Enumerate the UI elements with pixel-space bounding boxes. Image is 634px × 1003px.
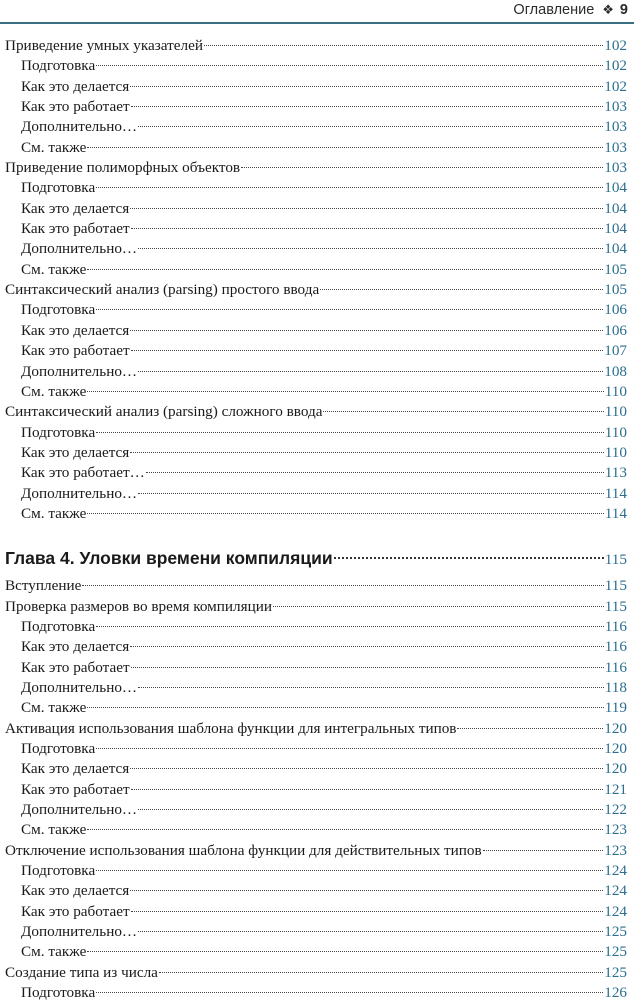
- toc-entry-page: 103: [604, 118, 627, 136]
- toc-entry-page: 120: [604, 740, 627, 757]
- dot-leader: [87, 268, 603, 270]
- toc-entry-title: Дополнительно…: [21, 484, 138, 502]
- dot-leader: [131, 666, 604, 668]
- toc-entry-page: 125: [604, 943, 627, 961]
- toc-entry-sub[interactable]: [5, 423, 627, 443]
- toc-entry-page: 108: [604, 362, 627, 380]
- dot-leader: [130, 451, 604, 453]
- header-text: [513, 2, 628, 18]
- toc-entry-section[interactable]: [5, 841, 627, 861]
- dot-leader: [96, 869, 603, 871]
- running-header: [0, 0, 634, 22]
- toc-entry-title: Как это делается: [21, 882, 130, 900]
- toc-entry-section[interactable]: [5, 280, 627, 300]
- dot-leader: [146, 471, 604, 473]
- toc-entry-chapter[interactable]: [5, 542, 627, 574]
- toc-entry-page: 124: [604, 902, 627, 920]
- toc-entry-page: 110: [604, 382, 627, 400]
- toc-entry-sub[interactable]: [5, 617, 627, 637]
- toc-entry-section[interactable]: [5, 597, 627, 617]
- toc-entry-title: Как это делается: [21, 760, 130, 778]
- toc-entry-sub[interactable]: [5, 820, 627, 840]
- toc-entry-section[interactable]: [5, 576, 627, 596]
- toc-entry-title: Как это работает: [21, 902, 130, 920]
- toc-entry-page: 126: [604, 984, 627, 1002]
- toc-entry-title: Дополнительно…: [21, 240, 138, 258]
- toc-entry-page: 104: [604, 220, 627, 238]
- toc-entry-page: 125: [604, 923, 627, 941]
- dot-leader: [87, 146, 603, 148]
- dot-leader: [87, 390, 603, 392]
- toc-entry-title: Синтаксический анализ (parsing) сложного ввода: [5, 403, 323, 421]
- toc-entry-page: 124: [604, 862, 627, 880]
- toc-entry-page: 115: [604, 551, 627, 569]
- toc-entry-title: Синтаксический анализ (parsing) простого ввода: [5, 281, 320, 299]
- toc-entry-page: 103: [604, 159, 627, 177]
- toc-entry-sub[interactable]: [5, 983, 627, 1003]
- toc-entry-page: 104: [604, 199, 627, 217]
- toc-entry-page: 102: [604, 77, 627, 95]
- toc-entry-page: 105: [604, 260, 627, 278]
- dot-leader: [96, 431, 604, 433]
- page-number: 9: [619, 2, 628, 18]
- toc-entry-sub[interactable]: [5, 678, 627, 698]
- toc-entry-title: Как это работает: [21, 98, 130, 116]
- toc-entry-sub[interactable]: [5, 178, 627, 198]
- toc-entry-sub[interactable]: [5, 300, 627, 320]
- toc-entry-title: См. также: [21, 699, 87, 717]
- dot-leader: [138, 370, 603, 372]
- toc-entry-page: 110: [604, 443, 627, 461]
- toc-entry-page: 125: [604, 963, 627, 981]
- toc-entry-title: Как это делается: [21, 321, 130, 339]
- toc-entry-section[interactable]: [5, 719, 627, 739]
- toc-entry-page: 102: [604, 37, 627, 54]
- dot-leader: [87, 950, 603, 952]
- toc-entry-title: Приведение умных указателей: [5, 37, 203, 54]
- toc-entry-sub[interactable]: [5, 199, 627, 219]
- toc-entry-sub[interactable]: [5, 219, 627, 239]
- toc-entry-sub[interactable]: [5, 260, 627, 280]
- toc-entry-page: 116: [604, 638, 627, 656]
- toc-entry-sub[interactable]: [5, 759, 627, 779]
- dot-leader: [130, 85, 603, 87]
- toc-entry-title: Подготовка: [21, 179, 96, 197]
- toc-entry-title: См. также: [21, 138, 87, 156]
- toc-entry-page: 123: [604, 821, 627, 839]
- toc-entry-sub[interactable]: [5, 902, 627, 922]
- toc-entry-title: Как это делается: [21, 77, 130, 95]
- toc-entry-title: Подготовка: [21, 862, 96, 880]
- toc-entry-sub[interactable]: [5, 861, 627, 881]
- toc-entry-title: Дополнительно…: [21, 923, 138, 941]
- toc-entry-sub[interactable]: [5, 942, 627, 962]
- toc-entry-title: Приведение полиморфных объектов: [5, 159, 241, 177]
- toc-entry-title: Создание типа из числа: [5, 963, 158, 981]
- toc-entry-page: 121: [604, 780, 627, 798]
- dot-leader: [159, 971, 603, 973]
- toc-entry-sub[interactable]: [5, 443, 627, 463]
- toc-entry-title: Дополнительно…: [21, 362, 138, 380]
- table-of-contents: [5, 36, 627, 1003]
- toc-entry-title: Подготовка: [21, 423, 96, 441]
- toc-entry-title: См. также: [21, 504, 87, 522]
- toc-entry-title: Как это работает: [21, 220, 130, 238]
- toc-entry-sub[interactable]: [5, 780, 627, 800]
- toc-entry-page: 104: [604, 240, 627, 258]
- toc-entry-title: Активация использования шаблона функции для интегральных типов: [5, 719, 457, 737]
- toc-entry-title: Как это делается: [21, 199, 130, 217]
- toc-entry-title: Проверка размеров во время компиляции: [5, 597, 272, 615]
- toc-entry-sub[interactable]: [5, 321, 627, 341]
- toc-entry-sub[interactable]: [5, 698, 627, 718]
- toc-entry-page: 115: [604, 577, 627, 595]
- toc-entry-section[interactable]: [5, 963, 627, 983]
- dot-leader: [130, 329, 603, 331]
- header-section-title: Оглавление: [513, 2, 595, 18]
- toc-entry-section[interactable]: [5, 158, 627, 178]
- toc-entry-title: Глава 4. Уловки времени компиляции: [5, 548, 333, 569]
- toc-entry-sub[interactable]: [5, 484, 627, 504]
- dot-leader: [138, 247, 603, 249]
- toc-entry-page: 120: [604, 719, 627, 737]
- toc-entry-title: Подготовка: [21, 57, 96, 75]
- dot-leader: [82, 584, 603, 586]
- toc-entry-sub[interactable]: [5, 382, 627, 402]
- toc-entry-sub[interactable]: [5, 922, 627, 942]
- toc-entry-page: 123: [604, 841, 627, 859]
- toc-entry-page: 122: [604, 801, 627, 819]
- toc-entry-title: Как это работает: [21, 658, 130, 676]
- dot-leader: [138, 930, 603, 932]
- toc-entry-page: 110: [604, 423, 627, 441]
- dot-leader: [96, 625, 604, 627]
- toc-entry-page: 106: [604, 301, 627, 319]
- toc-entry-sub[interactable]: [5, 97, 627, 117]
- dot-leader: [96, 991, 603, 993]
- toc-entry-page: 107: [604, 342, 627, 360]
- toc-entry-title: Как это делается: [21, 638, 130, 656]
- toc-entry-sub[interactable]: [5, 77, 627, 97]
- toc-entry-title: Подготовка: [21, 301, 96, 319]
- toc-entry-sub[interactable]: [5, 463, 627, 483]
- dot-leader: [96, 308, 603, 310]
- toc-entry-sub[interactable]: [5, 881, 627, 901]
- dot-leader: [130, 889, 603, 891]
- toc-entry-sub[interactable]: [5, 362, 627, 382]
- toc-entry-title: См. также: [21, 821, 87, 839]
- toc-entry-sub[interactable]: [5, 504, 627, 524]
- toc-entry-page: 118: [604, 678, 627, 696]
- dot-leader: [457, 727, 603, 729]
- toc-entry-title: Как это делается: [21, 443, 130, 461]
- dot-leader: [131, 227, 604, 229]
- dot-leader: [320, 288, 603, 290]
- toc-entry-page: 114: [604, 484, 627, 502]
- toc-entry-page: 105: [604, 281, 627, 299]
- dot-leader: [483, 849, 604, 851]
- toc-entry-page: 110: [604, 403, 627, 421]
- toc-entry-sub[interactable]: [5, 56, 627, 76]
- toc-entry-page: 124: [604, 882, 627, 900]
- toc-entry-section[interactable]: [5, 36, 627, 56]
- dot-leader: [131, 910, 604, 912]
- toc-entry-title: Отключение использования шаблона функции для действительных типов: [5, 841, 482, 859]
- toc-entry-page: 103: [604, 98, 627, 116]
- toc-entry-sub[interactable]: [5, 800, 627, 820]
- diamond-ornament-icon: ❖: [602, 2, 614, 17]
- toc-entry-title: Как это работает: [21, 342, 130, 360]
- toc-entry-page: 102: [604, 57, 627, 75]
- header-rule: [0, 22, 634, 24]
- dot-leader: [273, 605, 604, 607]
- dot-leader: [131, 105, 604, 107]
- toc-entry-page: 120: [604, 760, 627, 778]
- toc-entry-sub[interactable]: [5, 138, 627, 158]
- toc-entry-title: Дополнительно…: [21, 801, 138, 819]
- toc-entry-title: Дополнительно…: [21, 678, 138, 696]
- toc-entry-section[interactable]: [5, 402, 627, 422]
- dot-leader: [87, 706, 603, 708]
- dot-leader: [130, 767, 603, 769]
- dot-leader: [241, 166, 603, 168]
- dot-leader: [130, 645, 604, 647]
- dot-leader: [96, 64, 603, 66]
- dot-leader: [138, 686, 604, 688]
- toc-entry-page: 116: [604, 617, 627, 635]
- dot-leader: [138, 125, 603, 127]
- toc-entry-sub[interactable]: [5, 658, 627, 678]
- toc-entry-sub[interactable]: [5, 239, 627, 259]
- toc-entry-title: Подготовка: [21, 740, 96, 757]
- toc-entry-title: Вступление: [5, 577, 82, 595]
- dot-leader: [96, 186, 603, 188]
- toc-entry-title: Как это работает…: [21, 464, 145, 482]
- toc-entry-title: Как это работает: [21, 780, 130, 798]
- toc-entry-sub[interactable]: [5, 341, 627, 361]
- toc-entry-title: См. также: [21, 943, 87, 961]
- toc-entry-sub[interactable]: [5, 637, 627, 657]
- dot-leader: [87, 512, 603, 514]
- dot-leader: [204, 44, 603, 46]
- toc-entry-title: См. также: [21, 382, 87, 400]
- dot-leader: [138, 492, 604, 494]
- toc-entry-page: 116: [604, 658, 627, 676]
- dot-leader: [131, 788, 604, 790]
- dot-leader: [130, 207, 603, 209]
- toc-entry-page: 103: [604, 138, 627, 156]
- toc-entry-page: 114: [604, 504, 627, 522]
- toc-entry-page: 106: [604, 321, 627, 339]
- dot-leader: [131, 349, 604, 351]
- toc-entry-title: Подготовка: [21, 617, 96, 635]
- toc-entry-title: Подготовка: [21, 984, 96, 1002]
- toc-entry-page: 115: [604, 597, 627, 615]
- toc-entry-page: 104: [604, 179, 627, 197]
- toc-entry-page: 119: [604, 699, 627, 717]
- toc-entry-sub[interactable]: [5, 117, 627, 137]
- dot-leader: [334, 556, 604, 559]
- dot-leader: [87, 828, 603, 830]
- toc-entry-page: 113: [604, 464, 627, 482]
- dot-leader: [96, 747, 603, 749]
- toc-entry-title: См. также: [21, 260, 87, 278]
- toc-entry-sub[interactable]: [5, 739, 627, 759]
- dot-leader: [138, 808, 603, 810]
- dot-leader: [323, 410, 603, 412]
- toc-entry-title: Дополнительно…: [21, 118, 138, 136]
